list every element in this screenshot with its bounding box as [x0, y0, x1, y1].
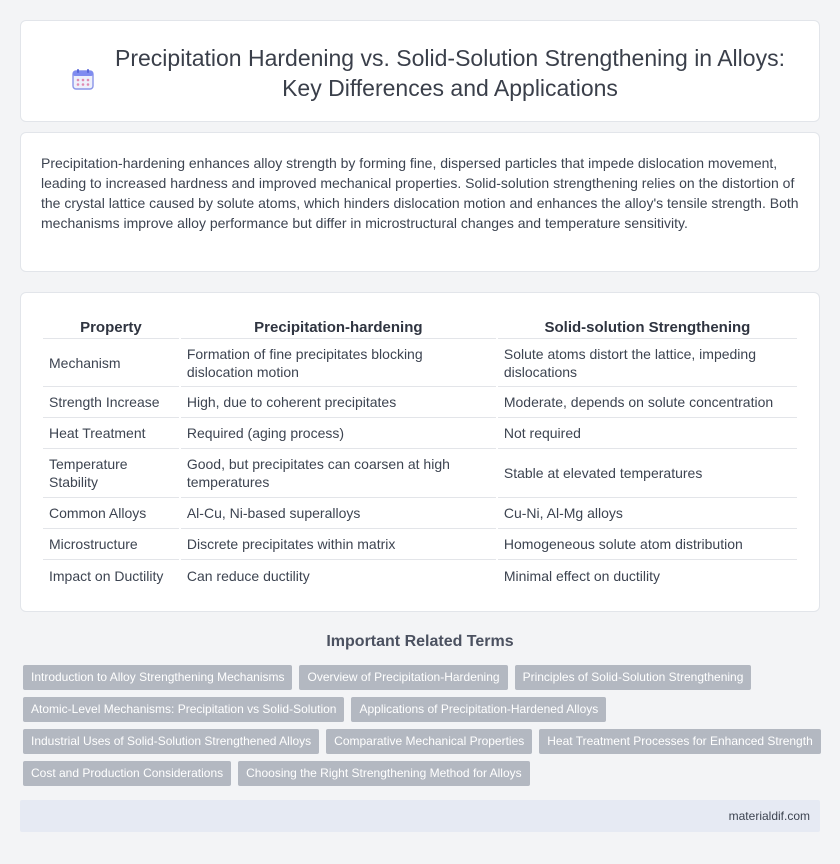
- related-terms-title: Important Related Terms: [326, 633, 514, 650]
- table-cell: Temperature Stability: [43, 449, 179, 498]
- related-term-tag[interactable]: Cost and Production Considerations: [23, 761, 231, 786]
- table-cell: High, due to coherent precipitates: [181, 387, 496, 418]
- comparison-table: [41, 315, 799, 591]
- table-cell: Not required: [498, 418, 797, 449]
- table-cell: Al-Cu, Ni-based superalloys: [181, 498, 496, 529]
- header-solid-solution: Solid-solution Strengthening: [498, 315, 797, 339]
- table-row: [43, 529, 797, 560]
- table-cell: Good, but precipitates can coarsen at high temperatures: [181, 449, 496, 498]
- related-term-tag[interactable]: Applications of Precipitation-Hardened Alloys: [351, 697, 606, 722]
- table-cell: Required (aging process): [181, 418, 496, 449]
- table-cell: Homogeneous solute atom distribution: [498, 529, 797, 560]
- table-cell: Cu-Ni, Al-Mg alloys: [498, 498, 797, 529]
- table-row: [43, 449, 797, 498]
- table-row: [43, 387, 797, 418]
- table-cell: Minimal effect on ductility: [503, 567, 660, 584]
- footer: [20, 800, 820, 832]
- table-row: [43, 560, 797, 591]
- table-row: [43, 418, 797, 449]
- related-terms-list: [23, 665, 823, 793]
- table-cell: Moderate, depends on solute concentration: [498, 387, 797, 418]
- table-cell: Can reduce ductility: [186, 567, 310, 584]
- related-term-tag[interactable]: Overview of Precipitation-Hardening: [299, 665, 507, 690]
- table-cell: Mechanism: [43, 339, 179, 387]
- related-term-tag[interactable]: Industrial Uses of Solid-Solution Strengthened Alloys: [23, 729, 319, 754]
- table-cell: Discrete precipitates within matrix: [181, 529, 496, 560]
- related-term-tag[interactable]: Principles of Solid-Solution Strengthening: [515, 665, 752, 690]
- calendar-icon: [71, 67, 95, 91]
- related-term-tag[interactable]: Comparative Mechanical Properties: [326, 729, 532, 754]
- table-cell: Stable at elevated temperatures: [498, 449, 797, 498]
- table-cell: Formation of fine precipitates blocking dislocation motion: [181, 339, 496, 387]
- header-card: [20, 20, 820, 122]
- table-card: [20, 292, 820, 612]
- site-name[interactable]: materialdif.com: [728, 809, 810, 823]
- related-term-tag[interactable]: Choosing the Right Strengthening Method for Alloys: [238, 761, 530, 786]
- table-header-row: [43, 315, 797, 339]
- table-cell: Strength Increase: [43, 387, 179, 418]
- table-row: [43, 339, 797, 387]
- table-cell: Solute atoms distort the lattice, impeding dislocations: [498, 339, 797, 387]
- table-cell: Common Alloys: [43, 498, 179, 529]
- page-title: Precipitation Hardening vs. Solid-Solution Strengthening in Alloys: Key Differences and Applications: [115, 45, 785, 101]
- related-term-tag[interactable]: Heat Treatment Processes for Enhanced Strength: [539, 729, 820, 754]
- header-property: Property: [43, 315, 179, 339]
- related-term-tag[interactable]: Introduction to Alloy Strengthening Mechanisms: [23, 665, 292, 690]
- table-cell: Microstructure: [43, 529, 179, 560]
- related-term-tag[interactable]: Atomic-Level Mechanisms: Precipitation vs Solid-Solution: [23, 697, 344, 722]
- table-cell: Heat Treatment: [43, 418, 179, 449]
- intro-paragraph: Precipitation-hardening enhances alloy strength by forming fine, dispersed particles that impede dislocation movement, leading to increased hardness and improved mechanical properties. Solid-solution strengthening relies on the distortion of the crystal lattice caused by solute atoms, which hinders dislocation motion and enhances the alloy's tensile strength. Both mechanisms improve alloy performance but differ in microstructural changes and temperature sensitivity.: [41, 155, 799, 231]
- table-row: [43, 498, 797, 529]
- intro-card: [20, 132, 820, 272]
- header-precipitation: Precipitation-hardening: [181, 315, 496, 339]
- table-cell: Impact on Ductility: [49, 567, 164, 584]
